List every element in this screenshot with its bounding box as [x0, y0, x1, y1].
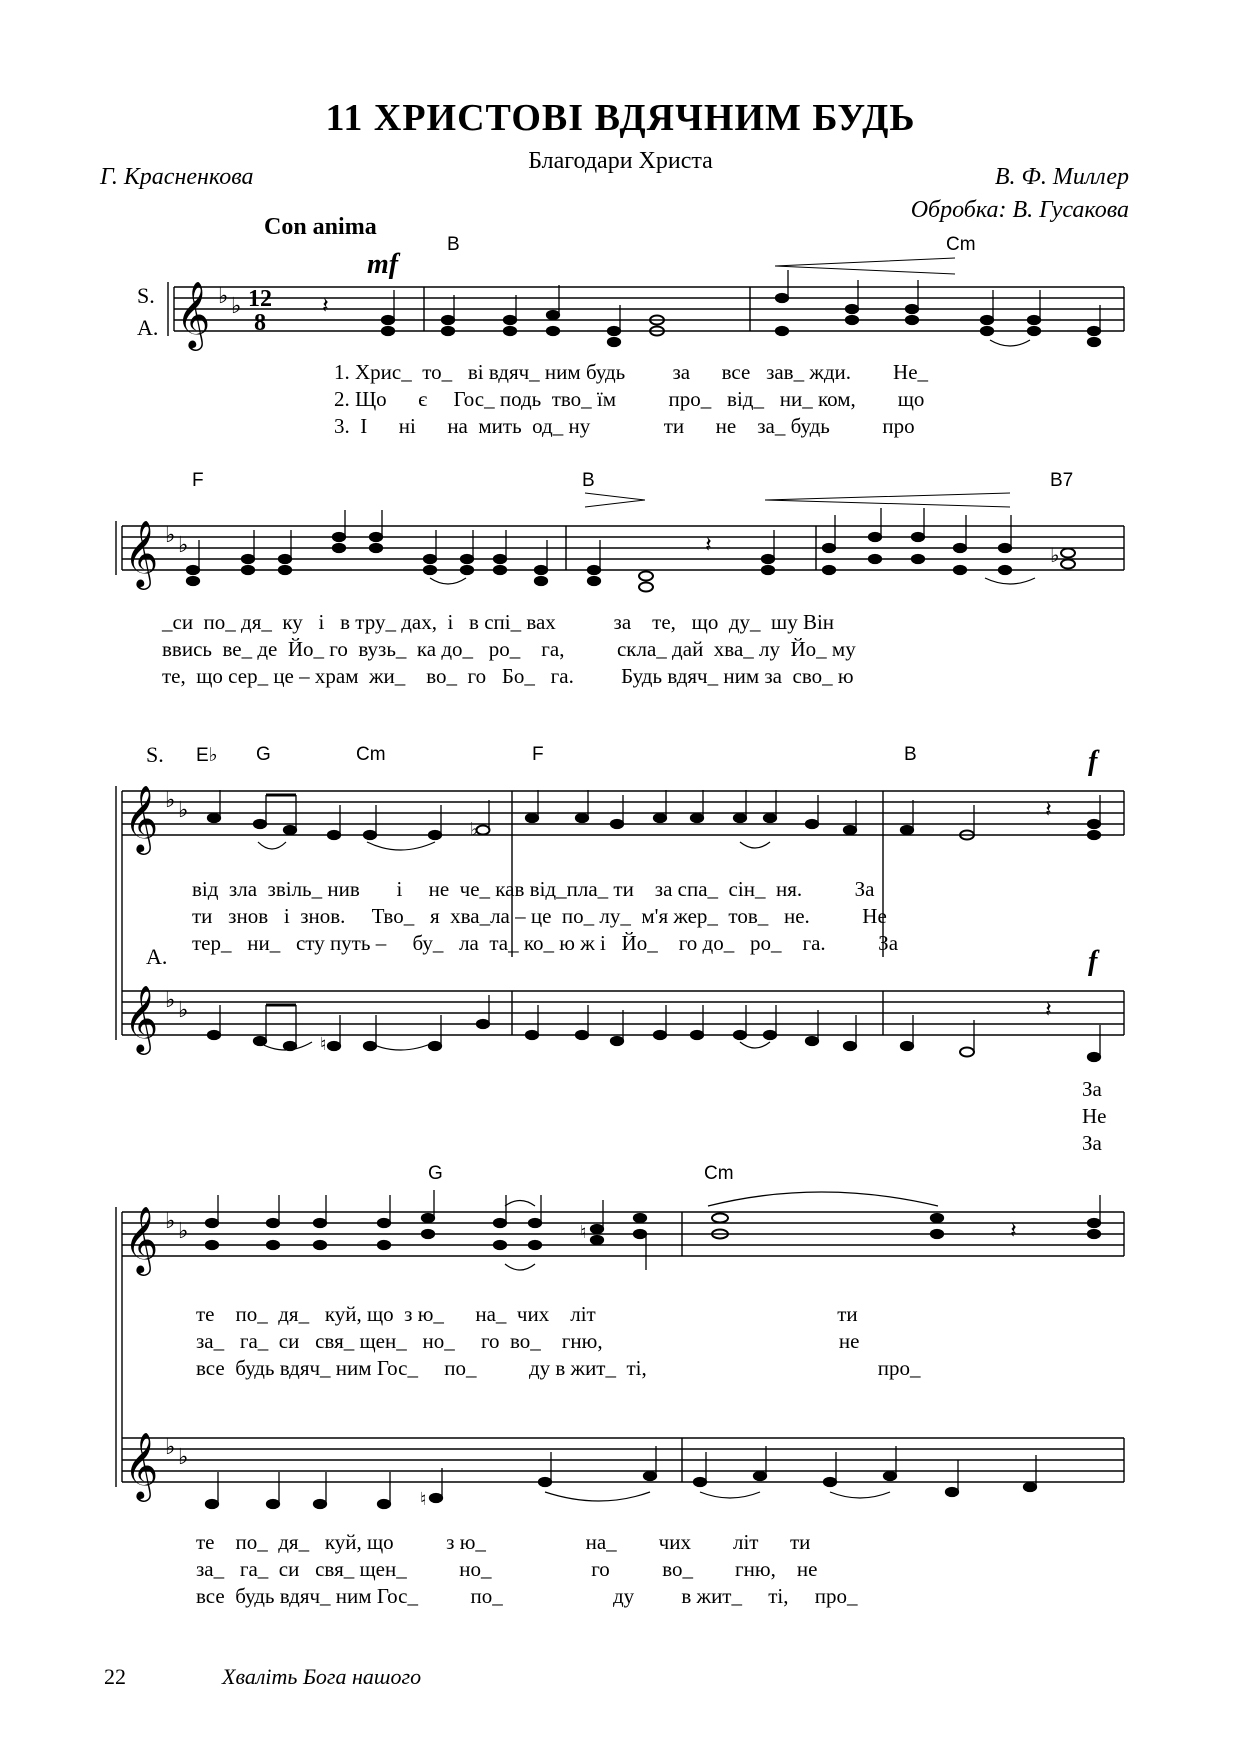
lyric-line: 2. Що є Гос_ подь тво_ їм про_ від_ ни_ ком, що	[334, 387, 925, 411]
chord-symbol: Cm	[704, 1163, 734, 1184]
lyric-line: все будь вдяч_ ним Гос_ по_ ду в жит_ ті, про_	[196, 1584, 858, 1608]
svg-text:♭: ♭	[231, 294, 242, 319]
svg-text:𝄞: 𝄞	[124, 519, 159, 587]
chord-symbol: B	[447, 234, 460, 255]
chord-symbol: F	[532, 744, 544, 765]
lyric-line: тер_ ни_ сту путь – бу_ ла та_ ко_ ю ж і Йо_ го до_ ро_ га. За	[192, 931, 899, 955]
voice-label-alto: A.	[146, 944, 168, 969]
dynamic-f: f	[1088, 946, 1098, 977]
lyric-line: _си по_ дя_ ку і в тру_ дах, і в спі_ вах за те, що ду_ шу Він	[162, 610, 835, 634]
svg-text:♮: ♮	[580, 1222, 587, 1243]
lyric-line: 3. І ні на мить од_ ну ти не за_ будь про	[334, 414, 915, 438]
book-title: Хваліть Бога нашого	[222, 1664, 422, 1689]
chord-symbol: F	[192, 470, 204, 491]
lyric-line: ти знов і знов. Тво_ я хва_ла – це по_ лу_ м'я жер_ тов_ не. Не	[192, 904, 887, 928]
time-signature-bottom: 8	[254, 310, 266, 336]
chord-symbol: B	[582, 470, 595, 491]
svg-text:♭: ♭	[178, 798, 189, 823]
svg-text:♭: ♭	[178, 1445, 189, 1470]
lyric-line: те по_ дя_ куй, що з ю_ на_ чих літ ти	[196, 1302, 858, 1326]
svg-text:𝄽: 𝄽	[1045, 998, 1052, 1023]
lyric-line: За	[1082, 1131, 1102, 1155]
page-number: 22	[104, 1664, 126, 1689]
svg-text:♭: ♭	[165, 988, 176, 1013]
svg-text:♭: ♭	[178, 998, 189, 1023]
voice-label-soprano: S.	[137, 283, 155, 308]
lyric-line: 1. Хрис_ то_ ві вдяч_ ним будь за все зав_ жди. Не_	[334, 360, 929, 384]
svg-text:𝄞: 𝄞	[176, 280, 211, 348]
tempo-marking: Con anima	[264, 214, 377, 240]
chord-symbol: B7	[1050, 470, 1074, 491]
svg-text:𝄽: 𝄽	[1045, 798, 1052, 823]
svg-text:♮: ♮	[420, 1489, 427, 1510]
svg-text:𝄽: 𝄽	[322, 294, 329, 319]
song-title: 11 ХРИСТОВІ ВДЯЧНИМ БУДЬ	[325, 97, 916, 139]
lyric-line: За	[1082, 1077, 1102, 1101]
chord-symbol: B	[904, 744, 917, 765]
dynamic-f: f	[1088, 746, 1098, 777]
lyric-line: від зла звіль_ нив і не че_ кав від_пла_ ти за спа_ сін_ ня. За	[192, 877, 875, 901]
svg-text:♭: ♭	[165, 1435, 176, 1460]
voice-label-soprano: S.	[146, 742, 164, 767]
svg-text:♭: ♭	[165, 788, 176, 813]
svg-text:♭: ♭	[178, 1219, 189, 1244]
song-subtitle: Благодари Христа	[528, 148, 713, 174]
svg-text:𝄽: 𝄽	[1010, 1219, 1017, 1244]
lyric-line: ввись ве_ де Йо_ го вузь_ ка до_ ро_ га, скла_ дай хва_ лу Йо_ му	[162, 637, 856, 661]
chord-symbol: G	[256, 744, 271, 765]
svg-text:𝄞: 𝄞	[124, 984, 159, 1052]
composer-credit: В. Ф. Миллер	[994, 164, 1129, 190]
lyric-line: за_ га_ си свя_ щен_ но_ го во_ гню, не	[196, 1329, 860, 1353]
lyric-line: те по_ дя_ куй, що з ю_ на_ чих літ ти	[196, 1530, 811, 1554]
svg-text:𝄞: 𝄞	[124, 1205, 159, 1273]
chord-symbol: E♭	[196, 745, 218, 766]
time-signature-top: 12	[248, 286, 272, 312]
dynamic-mf: mf	[367, 249, 399, 280]
svg-text:♭: ♭	[165, 523, 176, 548]
svg-text:𝄞: 𝄞	[124, 1431, 159, 1499]
lyric-line: Не	[1082, 1104, 1107, 1128]
svg-text:♭: ♭	[178, 533, 189, 558]
lyricist-credit: Г. Красненкова	[100, 164, 254, 190]
svg-text:𝄽: 𝄽	[705, 533, 712, 558]
lyric-line: все будь вдяч_ ним Гос_ по_ ду в жит_ ті, про_	[196, 1356, 921, 1380]
chord-symbol: G	[428, 1163, 443, 1184]
lyric-line: те, що сер_ це – храм жи_ во_ го Бо_ га. Будь вдяч_ ним за сво_ ю	[162, 664, 854, 688]
chord-symbol: Cm	[946, 234, 976, 255]
voice-label-alto: A.	[137, 315, 159, 340]
svg-text:♭: ♭	[1050, 543, 1060, 567]
chord-symbol: Cm	[356, 744, 386, 765]
svg-text:♭: ♭	[165, 1209, 176, 1234]
svg-text:𝄞: 𝄞	[124, 784, 159, 852]
svg-text:♮: ♮	[320, 1034, 327, 1055]
arranger-credit: Обробка: В. Гусакова	[910, 197, 1129, 223]
svg-text:♭: ♭	[218, 284, 229, 309]
svg-text:♭: ♭	[470, 819, 479, 840]
lyric-line: за_ га_ си свя_ щен_ но_ го во_ гню, не	[196, 1557, 818, 1581]
